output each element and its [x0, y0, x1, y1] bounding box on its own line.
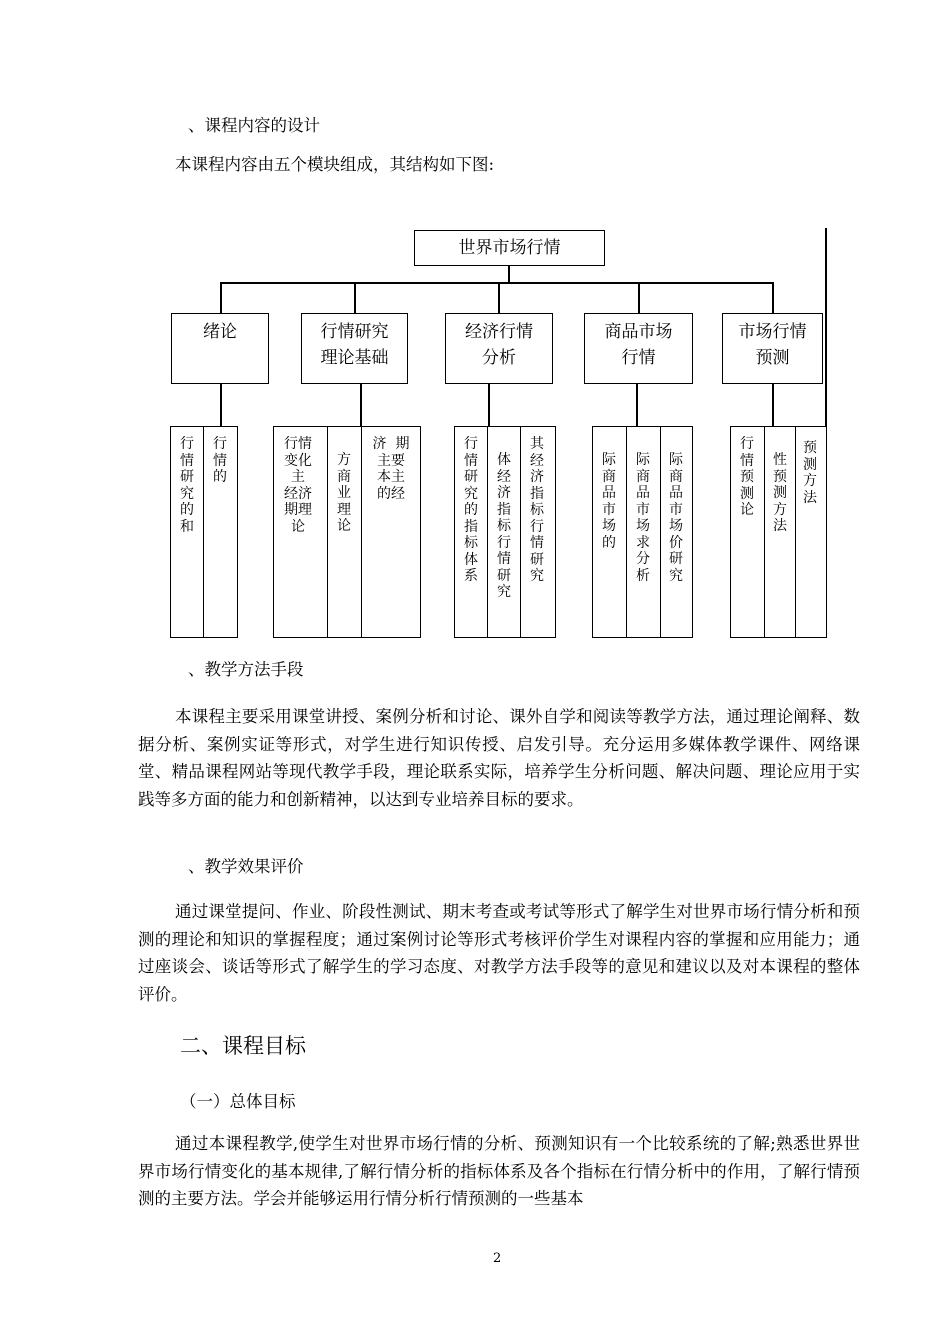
module-label: 行情研究 理论基础 [320, 322, 389, 368]
sub-column [764, 426, 797, 638]
module-box-commodity [584, 313, 693, 384]
module-label: 绪论 [203, 322, 237, 342]
module-box-forecast [722, 313, 823, 384]
sub-column [327, 426, 363, 638]
sub-column-text: 行情研究的指标体系 [464, 436, 478, 584]
sub-column [170, 426, 205, 638]
module-box-theory [301, 313, 408, 384]
sub-column-text: 行情变化 主 经济 期理论 [284, 436, 321, 535]
connector [772, 282, 774, 313]
sub-column-text: 济 期 主要 本主 的经 [372, 436, 437, 502]
sub-column [626, 426, 662, 638]
connector [772, 384, 774, 427]
sub-column [273, 426, 329, 638]
connector [488, 384, 490, 427]
sub-column-text: 际商品市场 求分析 [636, 452, 659, 584]
sub-column-text: 预测方法 [803, 440, 817, 506]
root-label: 世界市场行情 [458, 238, 561, 258]
page-number: 2 [493, 1251, 502, 1266]
sub-column-text: 体经济指标 行情研究 [497, 452, 520, 600]
intro-line: 本课程内容由五个模块组成，其结构如下图: [175, 155, 495, 174]
sub-column-text: 际商品市场价 研究 [669, 452, 692, 584]
heading-teaching-methods: 、教学方法手段 [188, 660, 304, 679]
sub-column [730, 426, 766, 638]
connector [498, 282, 500, 313]
sub-column-text: 行情 的 [213, 436, 236, 485]
root-box [414, 230, 605, 266]
sub-column [203, 426, 238, 638]
connector [354, 282, 356, 313]
sub-column [592, 426, 628, 638]
module-box-intro [171, 313, 269, 384]
sub-column [487, 426, 522, 638]
sub-column [520, 426, 556, 638]
connector [360, 384, 362, 427]
connector [220, 282, 773, 284]
heading-overall-objective: （一）总体目标 [180, 1092, 296, 1111]
paragraph-teaching-methods: 本课程主要采用课堂讲授、案例分析和讨论、课外自学和阅读等教学方法，通过理论阐释、数据分析、案例实证等形式，对学生进行知识传授、启发引导。充分运用多媒体教学课件、网络课堂、精品课程网站等现代教学手段，理论联系实际，培养学生分析问题、解决问题、理论应用于实践等多方面的能力和创新精神，以达到专业培养目标的要求。 [138, 707, 860, 809]
heading-course-objectives: 二、课程目标 [180, 1034, 306, 1058]
connector [508, 266, 510, 283]
paragraph-overall-objective: 通过本课程教学,使学生对世界市场行情的分析、预测知识有一个比较系统的了解;熟悉世界世界市场行情变化的基本规律,了解行情分析的指标体系及各个指标在行情分析中的作用，了解行情预测的主要方法。学会并能够运用行情分析行情预测的一些基本 [138, 1134, 860, 1208]
sub-column [361, 426, 437, 638]
connector [636, 384, 638, 427]
sub-column [660, 426, 693, 638]
sub-column [454, 426, 489, 638]
module-label: 市场行情 预测 [738, 322, 807, 368]
paragraph-teaching-evaluation: 通过课堂提问、作业、阶段性测试、期末考查或考试等形式了解学生对世界市场行情分析和预测的理论和知识的掌握程度；通过案例讨论等形式考核评价学生对课程内容的掌握和应用能力；通过座谈会、谈话等形式了解学生的学习态度、对教学方法手段等的意见和建议以及对本课程的整体评价。 [138, 902, 860, 1004]
module-label: 商品市场 行情 [604, 322, 673, 368]
sub-column [795, 426, 827, 638]
heading-course-content-design: 、课程内容的设计 [188, 116, 320, 135]
sub-column-text: 其 经济指标 行情研究 [530, 436, 553, 584]
sub-column-text: 性预测方法 [773, 452, 787, 534]
connector [638, 282, 640, 313]
heading-teaching-evaluation: 、教学效果评价 [188, 857, 304, 876]
sub-column-text: 行情研究的 和 [180, 436, 203, 535]
module-label: 经济行情 分析 [465, 322, 533, 368]
sub-column-text: 际商品市场的 [602, 452, 616, 551]
sub-column-text: 方商业 理论 [337, 452, 360, 534]
connector [220, 282, 222, 313]
module-box-economy [445, 313, 553, 384]
connector [220, 384, 222, 427]
sub-column-text: 行情预测 论 [740, 436, 763, 518]
